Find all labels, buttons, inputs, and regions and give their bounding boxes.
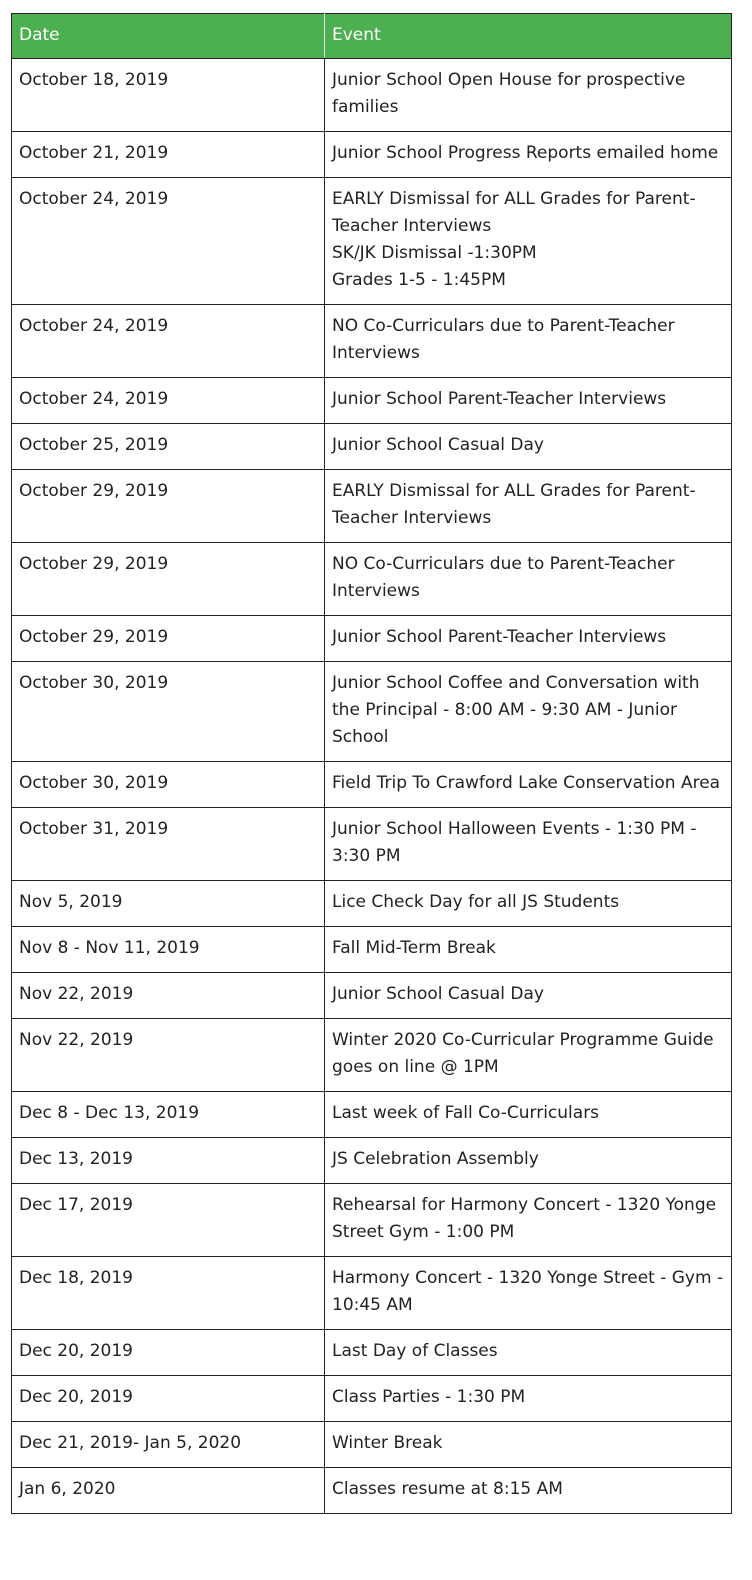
date-cell: October 18, 2019 [12, 59, 325, 132]
table-row [12, 378, 732, 424]
date-cell: Dec 21, 2019- Jan 5, 2020 [12, 1422, 325, 1468]
event-line: Last Day of Classes [332, 1341, 498, 1361]
event-line: Field Trip To Crawford Lake Conservation Area [332, 773, 721, 793]
table-row [12, 1376, 732, 1422]
date-cell: October 31, 2019 [12, 808, 325, 881]
event-cell [325, 616, 732, 662]
event-cell [325, 1330, 732, 1376]
table-row [12, 1330, 732, 1376]
table-row [12, 1184, 732, 1257]
event-line: Classes resume at 8:15 AM [332, 1479, 563, 1499]
date-cell: Nov 5, 2019 [12, 881, 325, 927]
event-cell [325, 1468, 732, 1514]
event-cell [325, 1019, 732, 1092]
event-line: Harmony Concert - 1320 Yonge Street - Gym - 10:45 AM [332, 1268, 724, 1315]
events-table [11, 13, 732, 1514]
event-line: Junior School Casual Day [332, 435, 544, 455]
table-row [12, 59, 732, 132]
event-line: EARLY Dismissal for ALL Grades for Parent-Teacher Interviews [332, 189, 696, 236]
table-row [12, 1092, 732, 1138]
event-cell [325, 178, 732, 305]
event-line: Winter Break [332, 1433, 443, 1453]
event-cell [325, 470, 732, 543]
table-row [12, 1257, 732, 1330]
table-header [12, 14, 732, 59]
table-row [12, 178, 732, 305]
event-line: Junior School Coffee and Conversation with the Principal - 8:00 AM - 9:30 AM - Junior School [332, 673, 700, 747]
event-line: NO Co-Curriculars due to Parent-Teacher Interviews [332, 316, 675, 363]
event-line: NO Co-Curriculars due to Parent-Teacher Interviews [332, 554, 675, 601]
event-line: JS Celebration Assembly [332, 1149, 539, 1169]
table-row [12, 927, 732, 973]
date-cell: October 30, 2019 [12, 662, 325, 762]
date-cell: October 24, 2019 [12, 378, 325, 424]
event-line: EARLY Dismissal for ALL Grades for Parent-Teacher Interviews [332, 481, 696, 528]
event-cell [325, 1138, 732, 1184]
table-row [12, 1138, 732, 1184]
event-cell [325, 132, 732, 178]
event-cell [325, 543, 732, 616]
date-cell: Nov 22, 2019 [12, 1019, 325, 1092]
event-cell [325, 1376, 732, 1422]
event-cell [325, 662, 732, 762]
event-line: Junior School Parent-Teacher Interviews [332, 627, 667, 647]
event-cell [325, 762, 732, 808]
table-row [12, 305, 732, 378]
table-row [12, 1422, 732, 1468]
table-row [12, 808, 732, 881]
event-line: Fall Mid-Term Break [332, 938, 496, 958]
table-row [12, 543, 732, 616]
event-line: Rehearsal for Harmony Concert - 1320 Yonge Street Gym - 1:00 PM [332, 1195, 717, 1242]
event-line: Lice Check Day for all JS Students [332, 892, 620, 912]
event-cell [325, 973, 732, 1019]
event-line: SK/JK Dismissal -1:30PM [332, 243, 537, 263]
event-line: Junior School Open House for prospective families [332, 70, 686, 117]
table-row [12, 1468, 732, 1514]
table-body [12, 59, 732, 1514]
header-row [12, 14, 732, 59]
event-line: Junior School Halloween Events - 1:30 PM - 3:30 PM [332, 819, 697, 866]
event-line: Last week of Fall Co-Curriculars [332, 1103, 600, 1123]
event-cell [325, 927, 732, 973]
events-table-container [11, 13, 731, 1514]
date-cell: October 29, 2019 [12, 543, 325, 616]
event-cell [325, 59, 732, 132]
event-cell [325, 424, 732, 470]
event-cell [325, 808, 732, 881]
event-cell [325, 305, 732, 378]
table-row [12, 762, 732, 808]
event-cell [325, 1092, 732, 1138]
table-row [12, 616, 732, 662]
date-cell: Dec 8 - Dec 13, 2019 [12, 1092, 325, 1138]
date-cell: Nov 8 - Nov 11, 2019 [12, 927, 325, 973]
date-cell: October 30, 2019 [12, 762, 325, 808]
date-cell: October 29, 2019 [12, 470, 325, 543]
column-header-event: Event [325, 14, 732, 59]
event-line: Junior School Parent-Teacher Interviews [332, 389, 667, 409]
event-line: Class Parties - 1:30 PM [332, 1387, 526, 1407]
date-cell: October 25, 2019 [12, 424, 325, 470]
event-cell [325, 1257, 732, 1330]
event-line: Junior School Casual Day [332, 984, 544, 1004]
column-header-date: Date [12, 14, 325, 59]
date-cell: October 29, 2019 [12, 616, 325, 662]
date-cell: October 21, 2019 [12, 132, 325, 178]
date-cell: Dec 17, 2019 [12, 1184, 325, 1257]
date-cell: Jan 6, 2020 [12, 1468, 325, 1514]
date-cell: Dec 13, 2019 [12, 1138, 325, 1184]
event-cell [325, 881, 732, 927]
date-cell: Nov 22, 2019 [12, 973, 325, 1019]
table-row [12, 973, 732, 1019]
event-cell [325, 1184, 732, 1257]
event-cell [325, 378, 732, 424]
date-cell: Dec 20, 2019 [12, 1330, 325, 1376]
event-line: Junior School Progress Reports emailed home [332, 143, 719, 163]
table-row [12, 1019, 732, 1092]
table-row [12, 424, 732, 470]
date-cell: Dec 20, 2019 [12, 1376, 325, 1422]
table-row [12, 881, 732, 927]
table-row [12, 662, 732, 762]
table-row [12, 470, 732, 543]
date-cell: Dec 18, 2019 [12, 1257, 325, 1330]
event-line: Winter 2020 Co-Curricular Programme Guide goes on line @ 1PM [332, 1030, 714, 1077]
event-cell [325, 1422, 732, 1468]
date-cell: October 24, 2019 [12, 305, 325, 378]
table-row [12, 132, 732, 178]
date-cell: October 24, 2019 [12, 178, 325, 305]
event-line: Grades 1-5 - 1:45PM [332, 270, 506, 290]
